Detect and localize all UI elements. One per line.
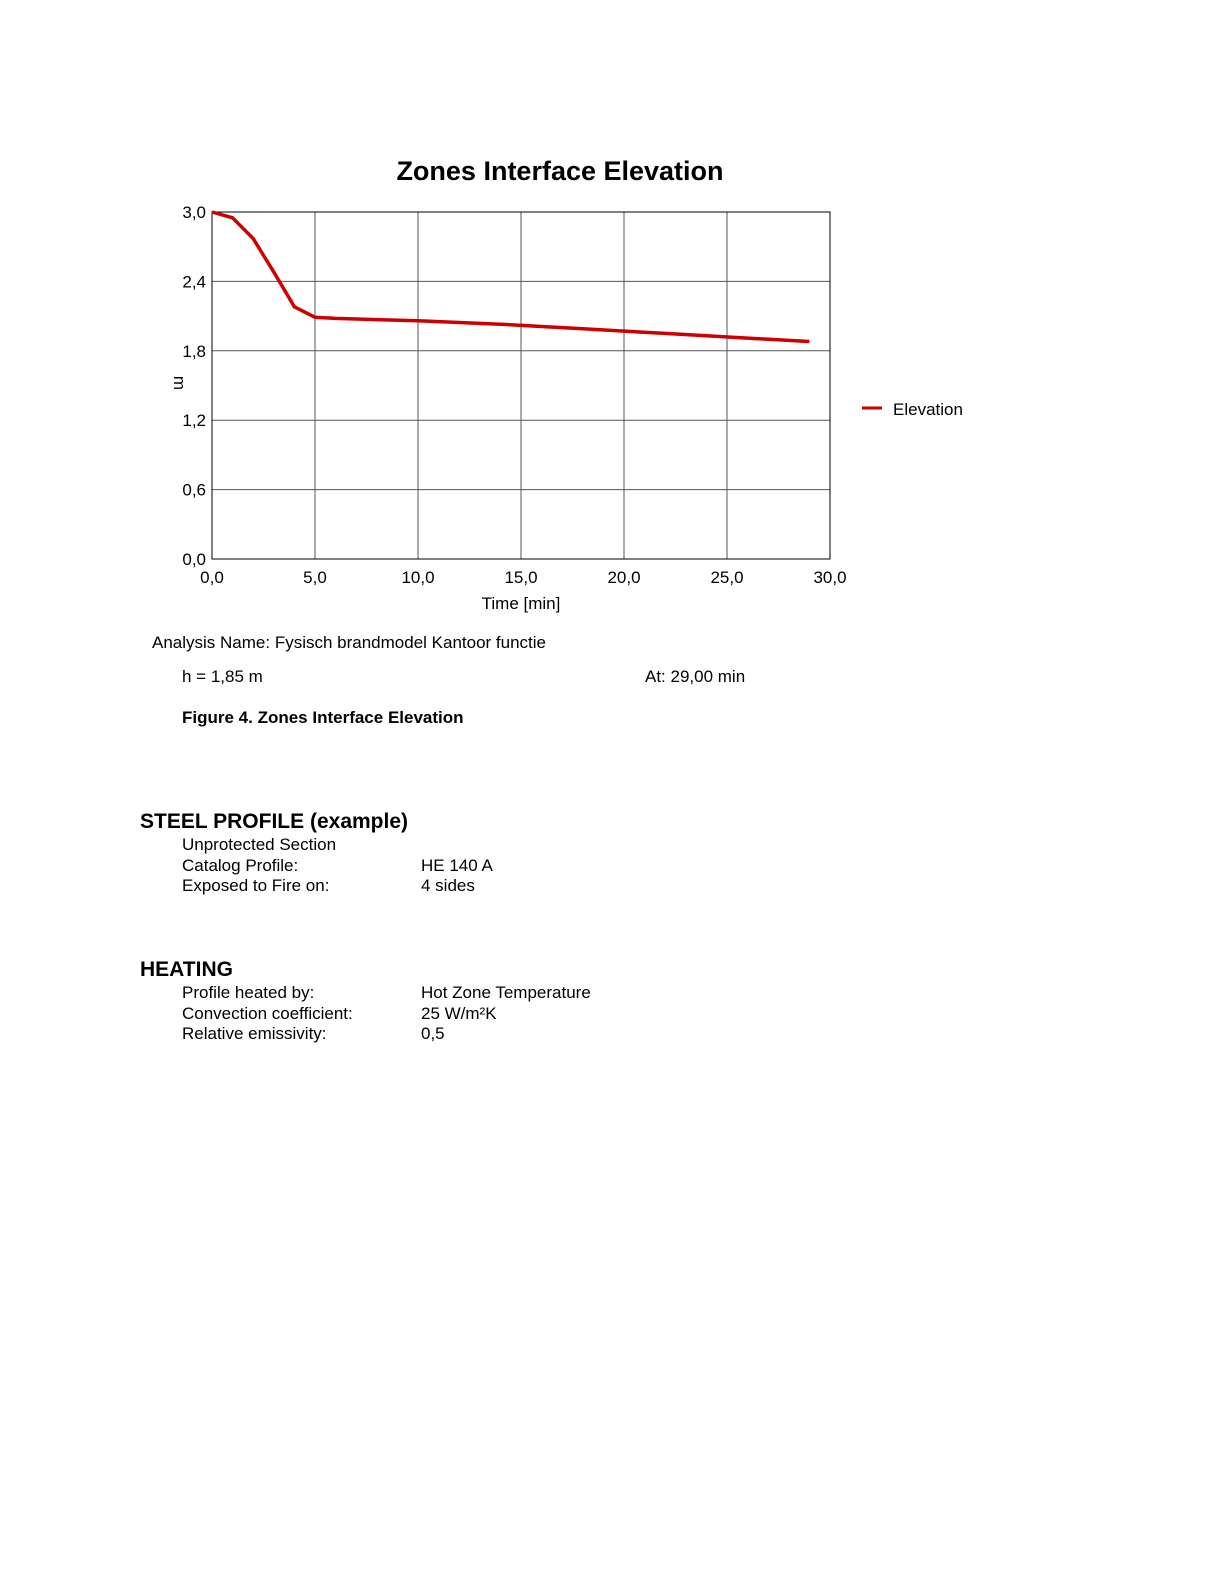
emissivity-value: 0,5 — [421, 1024, 445, 1043]
x-tick-label: 10,0 — [401, 568, 435, 587]
chart-title: Zones Interface Elevation — [396, 156, 724, 186]
emissivity-label: Relative emissivity: — [182, 1024, 327, 1043]
convection-value: 25 W/m²K — [421, 1004, 497, 1023]
heating-heading: HEATING — [140, 958, 233, 981]
catalog-profile-label: Catalog Profile: — [182, 856, 299, 875]
y-tick-label: 2,4 — [182, 272, 206, 292]
y-tick-label: 3,0 — [182, 203, 206, 222]
chart-ticks — [182, 203, 846, 587]
legend-label: Elevation — [893, 400, 963, 419]
x-tick-label: 15,0 — [504, 568, 538, 587]
x-tick-label: 5,0 — [303, 568, 327, 587]
heated-by-label: Profile heated by: — [182, 983, 315, 1002]
x-axis-label: Time [min] — [481, 594, 561, 613]
y-tick-label: 0,0 — [182, 550, 206, 569]
x-tick-label: 20,0 — [607, 568, 641, 587]
steel-profile-heading: STEEL PROFILE (example) — [140, 810, 409, 833]
chart-series — [212, 212, 809, 342]
convection-label: Convection coefficient: — [182, 1004, 353, 1023]
x-tick-label: 25,0 — [710, 568, 744, 587]
interface-height: h = 1,85 m — [182, 667, 263, 686]
analysis-name: Analysis Name: Fysisch brandmodel Kantoor functie — [152, 633, 547, 652]
series-line-elevation — [212, 212, 809, 342]
x-tick-label: 0,0 — [200, 568, 224, 587]
chart — [0, 0, 1224, 640]
analysis-time: At: 29,00 min — [645, 667, 746, 686]
figure-caption: Figure 4. Zones Interface Elevation — [182, 708, 464, 727]
exposed-label: Exposed to Fire on: — [182, 876, 330, 895]
catalog-profile-value: HE 140 A — [421, 856, 493, 875]
y-tick-label: 0,6 — [182, 480, 206, 500]
section-type: Unprotected Section — [182, 835, 337, 854]
exposed-value: 4 sides — [421, 876, 475, 895]
y-tick-label: 1,2 — [182, 411, 206, 431]
heated-by-value: Hot Zone Temperature — [421, 983, 591, 1002]
chart-grid — [212, 212, 830, 559]
y-axis-label: m — [170, 375, 189, 391]
x-tick-label: 30,0 — [813, 568, 847, 587]
y-tick-label: 1,8 — [182, 341, 206, 361]
